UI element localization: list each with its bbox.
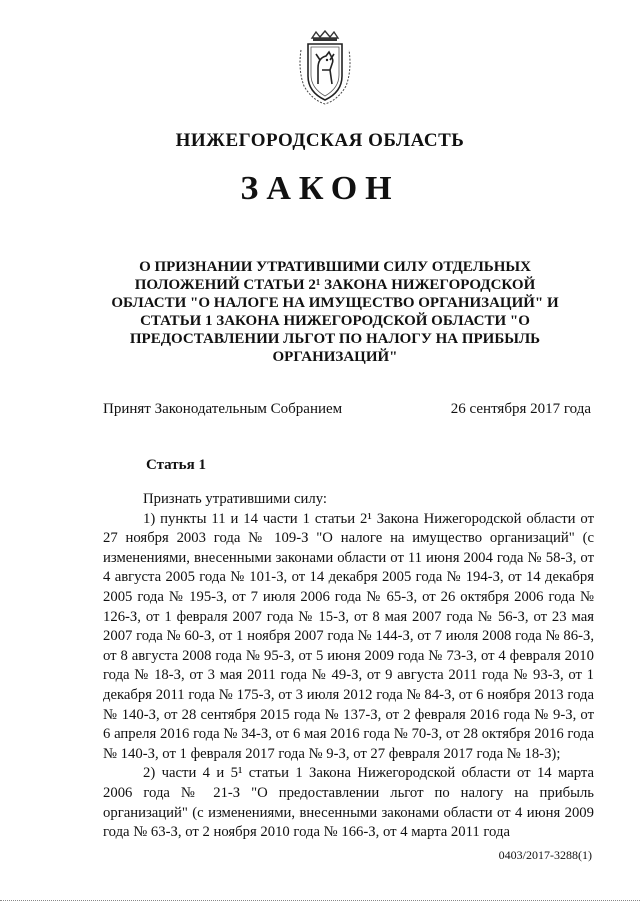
article-body: [103, 490, 594, 843]
adoption-date: 26 сентября 2017 года: [450, 401, 591, 417]
article-paragraph: Признать утратившими силу:: [143, 491, 327, 507]
article-paragraph: 2) части 4 и 5¹ статьи 1 Закона Нижегородской области от 14 марта 2006 года № 21-З "О предоставлении льгот по налогу на прибыль организаций" (с изменениями, внесенными законами области от 4 июня 2009 года № 63-З, от 2 ноября 2010 года № 166-З, от 4 марта 2011 года: [103, 765, 594, 841]
document-type: ЗАКОН: [240, 170, 400, 207]
law-title: О ПРИЗНАНИИ УТРАТИВШИМИ СИЛУ ОТДЕЛЬНЫХ ПОЛОЖЕНИЙ СТАТЬИ 2¹ ЗАКОНА НИЖЕГОРОДСКОЙ ОБЛАСТИ "О НАЛОГЕ НА ИМУЩЕСТВО ОРГАНИЗАЦИЙ" И СТАТЬИ 1 ЗАКОНА НИЖЕГОРОДСКОЙ ОБЛАСТИ "О ПРЕДОСТАВЛЕНИИ ЛЬГОТ ПО НАЛОГУ НА ПРИБЫЛЬ ОРГАНИЗАЦИЙ": [111, 259, 559, 365]
coat-of-arms-icon: [296, 30, 354, 106]
adopted-by: Принят Законодательным Собранием: [103, 401, 343, 417]
document-number: 0403/2017-3288(1): [498, 848, 592, 862]
article-paragraph: 1) пункты 11 и 14 части 1 статьи 2¹ Закона Нижегородской области от 27 ноября 2003 года № 109-З "О налоге на имущество организаций" (с изменениями, внесенными законами области от 11 июня 2004 года № 58-З, от 4 августа 2005 года № 101-З, от 14 декабря 2005 года № 194-З, от 14 декабря 2005 года № 195-З, от 7 июля 2006 года № 65-З, от 26 октября 2006 года № 126-З, от 1 февраля 2007 года № 15-З, от 8 мая 2007 года № 56-З, от 23 мая 2007 года № 60-З, от 1 ноября 2007 года № 144-З, от 7 июля 2008 года № 86-З, от 8 августа 2008 года № 95-З, от 5 июня 2009 года № 73-З, от 4 февраля 2010 года № 18-З, от 3 мая 2011 года № 49-З, от 9 августа 2011 года № 93-З, от 1 декабря 2011 года № 175-З, от 3 июля 2012 года № 84-З, от 6 ноября 2013 года № 140-З, от 28 сентября 2015 года № 137-З, от 2 февраля 2016 года № 9-З, от 6 апреля 2016 года № 34-З, от 6 мая 2016 года № 70-З, от 28 октября 2016 года № 140-З, от 1 февраля 2017 года № 9-З, от 27 февраля 2017 года № 18-З);: [103, 510, 594, 762]
article-heading: Статья 1: [146, 457, 206, 473]
page-edge-divider: [0, 900, 640, 905]
region-name: НИЖЕГОРОДСКАЯ ОБЛАСТЬ: [175, 130, 465, 151]
adoption-line: [103, 401, 591, 418]
